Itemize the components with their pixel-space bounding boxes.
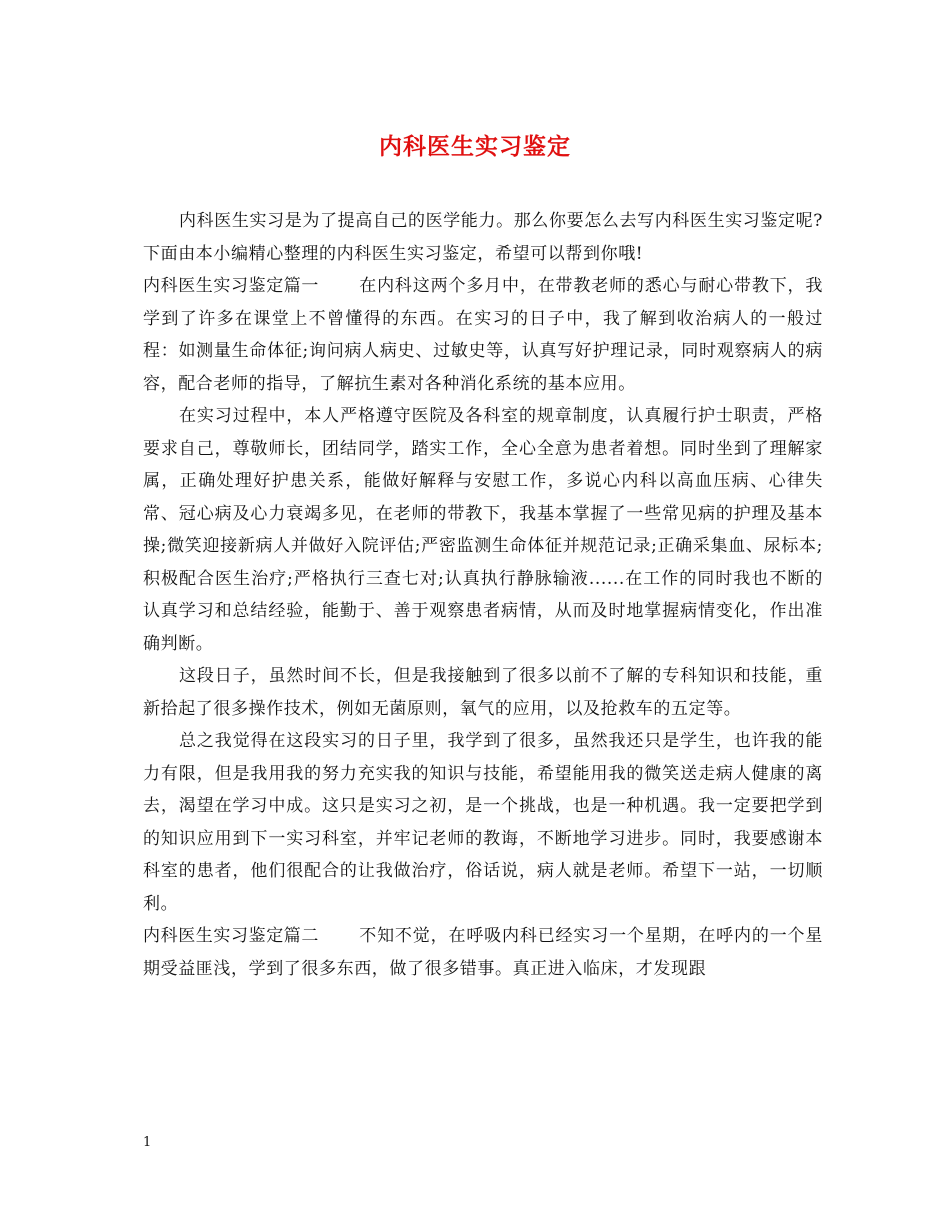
body-paragraph: 这段日子，虽然时间不长，但是我接触到了很多以前不了解的专科知识和技能，重新拾起了很多操作技术，例如无菌原则，氧气的应用，以及抢救车的五定等。 xyxy=(143,666,823,719)
document-body xyxy=(143,205,823,985)
section-two-text: 不知不觉，在呼吸内科已经实习一个星期，在呼内的一个星期受益匪浅，学到了很多东西，做了很多错事。真正进入临床，才发现跟 xyxy=(143,926,823,979)
body-paragraph: 总之我觉得在这段实习的日子里，我学到了很多，虽然我还只是学生，也许我的能力有限，但是我用我的努力充实我的知识与技能，希望能用我的微笑送走病人健康的离去，渴望在学习中成。这只是实习之初，是一个挑战，也是一种机遇。我一定要把学到的知识应用到下一实习科室，并牢记老师的教诲，不断地学习进步。同时，我要感谢本科室的患者，他们很配合的让我做治疗，俗话说，病人就是老师。希望下一站，一切顺利。 xyxy=(143,731,823,914)
section-two-label: 内科医生实习鉴定篇二 xyxy=(143,926,319,946)
section-one-text: 在内科这两个多月中，在带教老师的悉心与耐心带教下，我学到了许多在课堂上不曾懂得的东西。在实习的日子中，我了解到收治病人的一般过程：如测量生命体征;询问病人病史、过敏史等，认真写好护理记录，同时观察病人的病容，配合老师的指导，了解抗生素对各种消化系统的基本应用。 xyxy=(143,276,823,394)
section-one-label: 内科医生实习鉴定篇一 xyxy=(143,276,319,296)
intro-paragraph: 内科医生实习是为了提高自己的医学能力。那么你要怎么去写内科医生实习鉴定呢?下面由本小编精心整理的内科医生实习鉴定，希望可以帮到你哦! xyxy=(143,211,823,264)
document-title: 内科医生实习鉴定 xyxy=(379,133,571,160)
body-paragraph: 在实习过程中，本人严格遵守医院及各科室的规章制度，认真履行护士职责，严格要求自己，尊敬师长，团结同学，踏实工作，全心全意为患者着想。同时坐到了理解家属，正确处理好护患关系，能做好解释与安慰工作，多说心内科以高血压病、心律失常、冠心病及心力衰竭多见，在老师的带教下，我基本掌握了一些常见病的护理及基本操;微笑迎接新病人并做好入院评估;严密监测生命体征并规范记录;正确采集血、尿标本;积极配合医生治疗;严格执行三查七对;认真执行静脉输液......在工作的同时我也不断的认真学习和总结经验，能勤于、善于观察患者病情，从而及时地掌握病情变化，作出准确判断。 xyxy=(143,406,823,654)
page-number: 1 xyxy=(143,1135,152,1150)
section-one-paragraph xyxy=(143,270,823,400)
section-two-paragraph xyxy=(143,920,823,985)
